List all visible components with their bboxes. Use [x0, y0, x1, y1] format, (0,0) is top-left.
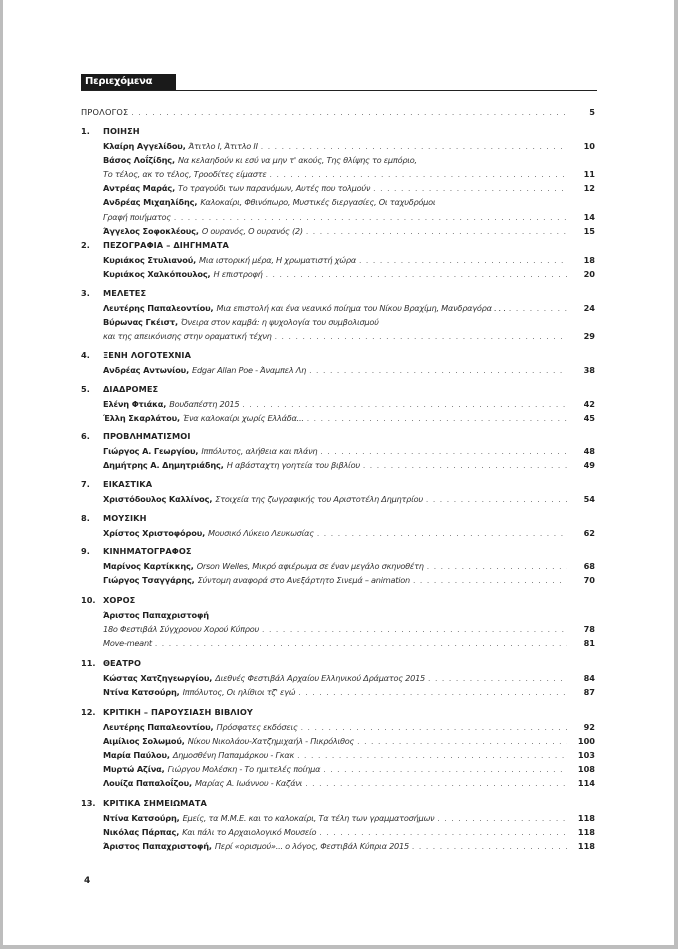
toc-prologue[interactable]	[81, 106, 595, 119]
toc-section-heading[interactable]	[81, 125, 595, 138]
leader-dots	[363, 459, 567, 472]
leader-dots	[509, 302, 567, 315]
entry-title: Δημοσθένη Παπαμάρκου - Γκακ	[172, 749, 295, 760]
entry-author: Κυριάκος Χαλκόπουλος	[103, 268, 208, 279]
page-ref: 84	[583, 672, 595, 683]
leader-dots	[262, 623, 567, 636]
leader-dots	[270, 168, 567, 181]
toc-entry[interactable]	[81, 140, 595, 153]
entry-author: Γιώργος Α. Γεωργίου	[103, 445, 196, 456]
author-separator: ,	[202, 527, 209, 538]
toc-entry[interactable]	[81, 268, 595, 281]
entry-title: Η αβάσταχτη γοητεία του βιβλίου	[226, 459, 360, 470]
page-ref: 10	[583, 140, 595, 151]
entry-title: Move-meant	[103, 637, 152, 648]
toc-section-heading[interactable]	[81, 239, 595, 252]
entry-title: 18ο Φεστιβάλ Σύγχρονου Χορού Κύπρου	[103, 623, 259, 634]
entry-title: Το τέλος, ακ το τέλος, Τροοδίτες είμαστε	[103, 168, 267, 179]
entry-author: Μαρία Παύλου	[103, 749, 167, 760]
toc-entry[interactable]	[81, 826, 595, 839]
entry-author: Λευτέρης Παπαλεοντίου	[103, 302, 211, 313]
author-separator: ,	[163, 398, 170, 409]
section-title: ΜΕΛΕΤΕΣ	[103, 288, 147, 298]
author-separator: ,	[194, 197, 201, 208]
leader-dots	[426, 493, 567, 506]
toc-section-heading[interactable]	[81, 594, 595, 607]
section-number: 4.	[81, 350, 90, 360]
toc-entry[interactable]	[81, 196, 595, 209]
entry-title: Μουσικό Λύκειο Λευκωσίας	[208, 527, 314, 538]
leader-dots	[320, 445, 567, 458]
page-ref: 49	[583, 459, 595, 470]
entry-author: Ελένη Φτιάκα	[103, 398, 164, 409]
entry-author: Μαρίνος Καρτίκκης	[103, 560, 191, 571]
entry-title: Ιππόλυτος, αλήθεια και πλάνη	[201, 445, 318, 456]
author-separator: ,	[190, 560, 197, 571]
leader-dots	[319, 826, 567, 839]
toc-entry[interactable]	[81, 637, 595, 650]
toc-header	[81, 74, 597, 91]
toc-entry[interactable]	[81, 168, 595, 181]
entry-author: Χριστόδουλος Καλλίνος	[103, 493, 210, 504]
section-title: ΘΕΑΤΡΟ	[103, 658, 142, 668]
page-ref: 118	[577, 840, 595, 851]
section-number: 12.	[81, 707, 96, 717]
entry-author: Μυρτώ Αζίνα	[103, 764, 162, 775]
leader-dots	[427, 560, 567, 573]
entry-author: Χρίστος Χριστοφόρου	[103, 527, 203, 538]
author-separator: ,	[209, 493, 216, 504]
prologue-label: ΠΡΟΛΟΓΟΣ	[81, 107, 129, 117]
toc-entry[interactable]	[81, 182, 595, 195]
entry-title: Μια επιστολή και ένα νεανικό ποίημα του Νίκου Βραχίμη, Μανδραγόρα . . .	[216, 302, 506, 313]
entry-author: Αιμίλιος Σολωμού	[103, 735, 182, 746]
entry-author: Άριστος Παπαχριστοφή	[103, 840, 209, 851]
toc-entry[interactable]	[81, 316, 595, 329]
toc-entry[interactable]	[81, 364, 595, 377]
page-ref: 78	[583, 623, 595, 634]
leader-dots	[266, 268, 567, 281]
section-number: 3.	[81, 288, 90, 298]
author-separator: ,	[210, 721, 217, 732]
entry-author: Κλαίρη Αγγελίδου	[103, 140, 183, 151]
page-ref: 12	[583, 183, 595, 194]
toc-entry[interactable]	[81, 154, 595, 167]
leader-dots	[437, 812, 567, 825]
entry-title: Ο ουρανός, Ο ουρανός (2)	[201, 225, 303, 236]
section-title: ΔΙΑΔΡΟΜΕΣ	[103, 384, 159, 394]
entry-title: Όνειρα στον καμβά: η ψυχολογία του συμβολισμού	[180, 316, 379, 327]
entry-author: Ντίνα Κατσούρη	[103, 686, 177, 697]
leader-dots	[301, 721, 567, 734]
author-separator: ,	[210, 302, 217, 313]
page-ref: 24	[583, 302, 595, 313]
toc-section-heading[interactable]	[81, 545, 595, 558]
author-separator: ,	[176, 686, 183, 697]
page-ref: 5	[589, 107, 595, 117]
entry-title: Ένα καλοκαίρι χωρίς Ελλάδα...	[182, 412, 304, 423]
toc-section-heading[interactable]	[81, 383, 595, 396]
page-ref: 20	[583, 268, 595, 279]
entry-title: Μια ιστορική μέρα, Η χρωματιστή χώρα	[199, 254, 356, 265]
section-title: ΠΕΖΟΓΡΑΦΙΑ – ΔΙΗΓΗΜΑΤΑ	[103, 240, 229, 250]
page-ref: 18	[583, 254, 595, 265]
page-ref: 38	[583, 364, 595, 375]
section-title: ΚΡΙΤΙΚΑ ΣΗΜΕΙΩΜΑΤΑ	[103, 798, 207, 808]
page-ref: 70	[583, 574, 595, 585]
section-number: 5.	[81, 384, 90, 394]
author-separator: ,	[220, 459, 227, 470]
toc-entry[interactable]	[81, 560, 595, 573]
author-separator: ,	[189, 778, 195, 789]
entry-title: Καλοκαίρι, Φθινόπωρο, Μυστικές διεργασίες, Οι ταχυδρόμοι	[200, 197, 436, 208]
page-ref: 100	[577, 735, 595, 746]
leader-dots	[131, 106, 567, 119]
entry-title: Διεθνές Φεστιβάλ Αρχαίου Ελληνικού Δράματος 2015	[215, 672, 425, 683]
author-separator: ,	[161, 764, 168, 775]
toc-entry[interactable]	[81, 672, 595, 685]
section-number: 11.	[81, 658, 96, 668]
page-ref: 62	[583, 527, 595, 538]
entry-author: Ανδρέας Μιχαηλίδης	[103, 197, 195, 208]
page-ref: 118	[577, 812, 595, 823]
entry-author: Βάσος Λοΐζίδης	[103, 154, 172, 165]
leader-dots	[174, 211, 567, 224]
toc-entry[interactable]	[81, 412, 595, 425]
entry-title: Να κελαηδούν κι εσύ να μην τ' ακούς, Της θλίψης το εμπόριο,	[177, 154, 417, 165]
leader-dots	[297, 749, 567, 762]
section-title: ΕΙΚΑΣΤΙΚΑ	[103, 479, 153, 489]
toc-entry[interactable]	[81, 623, 595, 636]
entry-author: Έλλη Σκαρλάτου	[103, 412, 177, 423]
page-edge-bottom	[0, 945, 678, 949]
toc-entry[interactable]	[81, 254, 595, 267]
page-ref: 81	[583, 637, 595, 648]
section-title: ΚΙΝΗΜΑΤΟΓΡΑΦΟΣ	[103, 546, 192, 556]
toc-entry[interactable]	[81, 459, 595, 472]
toc-entry[interactable]	[81, 609, 595, 622]
entry-author: Βύρωνας Γκέιστ	[103, 316, 175, 327]
author-separator: ,	[182, 140, 189, 151]
author-separator: ,	[195, 225, 202, 236]
section-title: ΧΟΡΟΣ	[103, 595, 136, 605]
entry-title: Η επιστροφή	[213, 268, 263, 279]
section-number: 9.	[81, 546, 90, 556]
toc-section-heading[interactable]	[81, 349, 595, 362]
author-separator: ,	[191, 574, 198, 585]
entry-author: Ανδρέας Αντωνίου	[103, 364, 187, 375]
section-title: ΠΡΟΒΛΗΜΑΤΙΣΜΟΙ	[103, 431, 191, 441]
page-ref: 103	[577, 749, 595, 760]
entry-title: και της απεικόνισης στην οραματική τέχνη	[103, 330, 272, 341]
toc-entry[interactable]	[81, 735, 595, 748]
leader-dots	[317, 527, 567, 540]
leader-dots	[307, 412, 567, 425]
author-separator: ,	[174, 316, 181, 327]
toc-entry[interactable]	[81, 527, 595, 540]
leader-dots	[359, 254, 567, 267]
page-ref: 45	[583, 412, 595, 423]
page-ref: 118	[577, 826, 595, 837]
entry-author: Άριστος Παπαχριστοφή	[103, 609, 209, 620]
leader-dots	[357, 735, 567, 748]
page-title: Περιεχόμενα	[81, 74, 176, 90]
entry-title: Περί «ορισμού»... ο λόγος, Φεστιβάλ Κύπρια 2015	[214, 840, 409, 851]
entry-author: Κυριάκος Στυλιανού	[103, 254, 194, 265]
section-number: 13.	[81, 798, 96, 808]
leader-dots	[298, 686, 567, 699]
entry-title: Το τραγούδι των παρανόμων, Αυτές που τολμούν	[178, 183, 371, 194]
toc-entry[interactable]	[81, 721, 595, 734]
toc-section-heading[interactable]	[81, 706, 595, 719]
leader-dots	[323, 763, 567, 776]
author-separator: ,	[171, 154, 178, 165]
entry-title: Στοιχεία της ζωγραφικής του Αριστοτέλη Δημητρίου	[215, 493, 423, 504]
toc-entry[interactable]	[81, 330, 595, 343]
page-ref: 87	[583, 686, 595, 697]
entry-author: Δημήτρης Α. Δημητριάδης	[103, 459, 221, 470]
toc-entry[interactable]	[81, 225, 595, 238]
author-separator: ,	[209, 672, 216, 683]
page-ref: 11	[583, 168, 595, 179]
entry-author: Γιώργος Τσαγγάρης	[103, 574, 192, 585]
page-ref: 48	[583, 445, 595, 456]
entry-author: Άγγελος Σοφοκλέους	[103, 225, 196, 236]
toc-entry[interactable]	[81, 763, 595, 776]
toc-entry[interactable]	[81, 777, 595, 790]
leader-dots	[373, 182, 567, 195]
leader-dots	[413, 574, 567, 587]
section-number: 2.	[81, 240, 90, 250]
leader-dots	[261, 140, 567, 153]
leader-dots	[305, 777, 567, 790]
entry-title: Εμείς, τα Μ.Μ.Ε. και το καλοκαίρι, Τα τέλη των γραμματοσήμων	[182, 812, 435, 823]
section-number: 8.	[81, 513, 90, 523]
entry-title: Γιώργου Μολέσκη - Το ημιτελές ποίημα	[167, 764, 321, 775]
leader-dots	[155, 637, 567, 650]
entry-title: Βουδαπέστη 2015	[169, 398, 240, 409]
page-ref: 42	[583, 398, 595, 409]
toc-entry[interactable]	[81, 840, 595, 853]
page-ref: 68	[583, 560, 595, 571]
section-number: 6.	[81, 431, 90, 441]
entry-author: Λευτέρης Παπαλεοντίου	[103, 721, 211, 732]
toc-entry[interactable]	[81, 686, 595, 699]
page-edge-left	[0, 0, 3, 949]
author-separator: ,	[208, 840, 215, 851]
toc-entry[interactable]	[81, 493, 595, 506]
toc-section-heading[interactable]	[81, 512, 595, 525]
page-number: 4	[84, 876, 91, 886]
leader-dots	[242, 398, 567, 411]
toc-entry[interactable]	[81, 302, 595, 315]
toc-entry[interactable]	[81, 398, 595, 411]
leader-dots	[306, 225, 567, 238]
page-ref: 108	[577, 764, 595, 775]
section-title: ΜΟΥΣΙΚΗ	[103, 513, 147, 523]
section-title: ΠΟΙΗΣΗ	[103, 126, 140, 136]
entry-author: Λουίζα Παπαλοΐζου	[103, 778, 190, 789]
page-ref: 29	[583, 330, 595, 341]
entry-title: Orson Welles, Μικρό αφιέρωμα σε έναν μεγάλο σκηνοθέτη	[196, 560, 424, 571]
page-edge-right	[674, 0, 678, 949]
toc-section-heading[interactable]	[81, 657, 595, 670]
entry-title: Μαρίας Α. Ιωάννου - Καζάνι	[194, 778, 303, 789]
toc-entry[interactable]	[81, 812, 595, 825]
toc-section-heading[interactable]	[81, 797, 595, 810]
leader-dots	[412, 840, 567, 853]
author-separator: ,	[176, 412, 183, 423]
author-separator: ,	[207, 268, 214, 279]
leader-dots	[275, 330, 567, 343]
section-title: ΚΡΙΤΙΚΗ – ΠΑΡΟΥΣΙΑΣΗ ΒΙΒΛΙΟΥ	[103, 707, 253, 717]
author-separator: ,	[186, 364, 193, 375]
section-number: 10.	[81, 595, 96, 605]
author-separator: ,	[195, 445, 202, 456]
entry-author: Ντίνα Κατσούρη	[103, 812, 177, 823]
leader-dots	[428, 672, 567, 685]
entry-title: Άτιτλο Ι, Άτιτλο ΙΙ	[188, 140, 258, 151]
author-separator: ,	[193, 254, 200, 265]
author-separator: ,	[176, 812, 183, 823]
entry-title: Και πάλι το Αρχαιολογικό Μουσείο	[182, 826, 317, 837]
entry-author: Κώστας Χατζηγεωργίου	[103, 672, 210, 683]
section-title: ΞΕΝΗ ΛΟΓΟΤΕΧΝΙΑ	[103, 350, 192, 360]
toc-entry[interactable]	[81, 574, 595, 587]
author-separator: ,	[181, 735, 188, 746]
toc-entry[interactable]	[81, 211, 595, 224]
toc-entry[interactable]	[81, 445, 595, 458]
entry-title: Edgar Allan Poe - Άναμπελ Λη	[192, 364, 307, 375]
leader-dots	[309, 364, 567, 377]
author-separator: ,	[176, 826, 183, 837]
entry-title: Γραφή ποιήματος	[103, 211, 171, 222]
page-ref: 92	[583, 721, 595, 732]
author-separator: ,	[172, 183, 179, 194]
entry-author: Νικόλας Πάρπας	[103, 826, 177, 837]
page-ref: 114	[577, 778, 595, 789]
author-separator: ,	[166, 749, 173, 760]
toc-section-heading[interactable]	[81, 287, 595, 300]
toc-section-heading[interactable]	[81, 430, 595, 443]
page-ref: 15	[583, 225, 595, 236]
entry-title: Πρόσφατες εκδόσεις	[216, 721, 298, 732]
entry-title: Ιππόλυτος, Οι ηλίθιοι τζ' εγώ	[182, 686, 296, 697]
toc-section-heading[interactable]	[81, 478, 595, 491]
section-number: 7.	[81, 479, 90, 489]
page-ref: 14	[583, 211, 595, 222]
section-number: 1.	[81, 126, 90, 136]
entry-title: Νίκου Νικολάου-Χατζημιχαήλ - Πικρόλιθος	[187, 735, 355, 746]
entry-title: Σύντομη αναφορά στο Ανεξάρτητο Σινεμά – animation	[197, 574, 410, 585]
page-ref: 54	[583, 493, 595, 504]
toc-entry[interactable]	[81, 749, 595, 762]
entry-author: Αντρέας Μαράς	[103, 183, 173, 194]
